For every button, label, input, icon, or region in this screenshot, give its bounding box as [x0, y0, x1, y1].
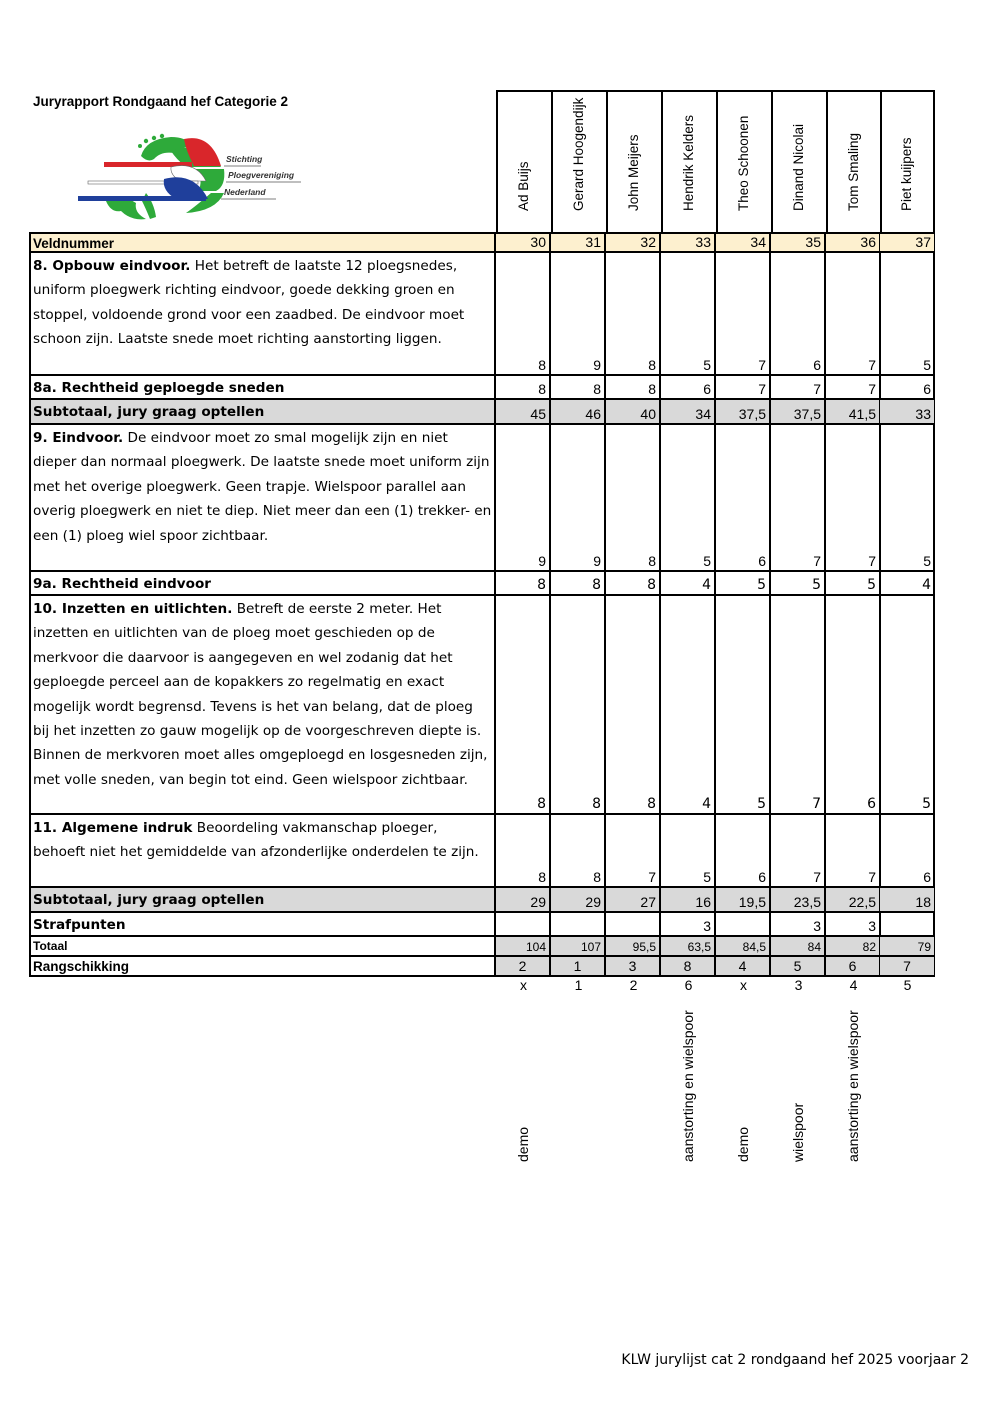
- score-cell[interactable]: 5: [923, 553, 931, 569]
- competitor-column-hendrik-kelders: [661, 90, 716, 232]
- score-cell[interactable]: 30: [496, 234, 551, 251]
- score-cell[interactable]: 7: [771, 596, 826, 813]
- score-cell[interactable]: 8: [496, 572, 551, 594]
- score-cell[interactable]: 8: [606, 596, 661, 813]
- score-cell[interactable]: 84,5: [716, 937, 771, 955]
- criterion-description: De eindvoor moet zo smal mogelijk zijn en niet dieper dan normaal ploegwerk. De laatste snede moet uniform zijn met het overige ploegwerk. Geen trapje. Wielspoor parallel aan overig ploegwerk en niet te diep. Niet meer dan een (1) trekker- en een (1) ploeg wiel spoor zichtbaar.: [33, 430, 492, 544]
- table-row-rangschikking: [29, 955, 935, 977]
- score-cell[interactable]: 4: [922, 577, 931, 593]
- score-cell[interactable]: 3: [826, 913, 881, 935]
- logo-text-3: Nederland: [224, 187, 266, 197]
- ranking-mark: 6: [684, 977, 693, 993]
- footer-text: KLW jurylijst cat 2 rondgaand hef 2025 voorjaar 2: [621, 1352, 969, 1368]
- penalty-note: demo: [515, 1126, 531, 1162]
- score-cell[interactable]: 5: [716, 596, 771, 813]
- score-cell[interactable]: 2: [496, 957, 551, 975]
- row-label: [31, 596, 496, 813]
- score-cell[interactable]: 18: [880, 888, 934, 911]
- score-cell[interactable]: 37,5: [716, 400, 771, 423]
- score-cell[interactable]: 33: [880, 400, 934, 423]
- score-cell[interactable]: 8: [551, 376, 606, 398]
- competitor-column-piet-kuijpers: [880, 90, 935, 232]
- table-row-totaal: [29, 935, 935, 955]
- ranking-mark: 5: [903, 977, 912, 993]
- competitor-column-tom-smaling: [826, 90, 881, 232]
- competitor-name: Theo Schoonen: [735, 115, 751, 211]
- competitor-name: Gerard Hoogendijk: [570, 97, 586, 211]
- score-cell[interactable]: 4: [661, 596, 716, 813]
- score-cell[interactable]: 7: [771, 815, 826, 886]
- score-cell[interactable]: 6: [716, 815, 771, 886]
- score-cell[interactable]: 7: [716, 253, 771, 374]
- score-cell[interactable]: 7: [826, 425, 881, 570]
- criterion-description: Beoordeling vakmanschap ploeger, behoeft niet het gemiddelde van afzonderlijke onderdelen te zijn.: [33, 820, 479, 861]
- score-cell[interactable]: 5: [661, 425, 716, 570]
- competitor-name: Dinand Nicolai: [790, 123, 806, 211]
- score-cell[interactable]: 8: [606, 572, 661, 594]
- ranking-mark: x: [520, 977, 527, 993]
- score-cell[interactable]: 3: [771, 913, 826, 935]
- penalty-note: aanstorting en wielspoor: [845, 1010, 861, 1162]
- score-cell[interactable]: 5: [923, 357, 931, 373]
- score-cell[interactable]: 7: [826, 815, 881, 886]
- score-cell[interactable]: 7: [606, 815, 661, 886]
- score-cell[interactable]: 22,5: [826, 888, 881, 911]
- criterion-title: 10. Inzetten en uitlichten.: [33, 601, 233, 617]
- score-cell[interactable]: 4: [661, 572, 716, 594]
- score-cell[interactable]: 84: [771, 937, 826, 955]
- score-cell[interactable]: 34: [661, 400, 716, 423]
- score-cell[interactable]: 5: [771, 957, 826, 975]
- criterion-title: 8. Opbouw eindvoor.: [33, 258, 191, 274]
- score-cell[interactable]: 31: [551, 234, 606, 251]
- competitor-column-theo-schoonen: [716, 90, 771, 232]
- competitor-name: Hendrik Kelders: [680, 114, 696, 211]
- competitor-name: Tom Smaling: [845, 132, 861, 211]
- table-row-sub1: [29, 398, 935, 423]
- score-cell[interactable]: 7: [771, 376, 826, 398]
- score-cell[interactable]: 8: [606, 376, 661, 398]
- score-cell[interactable]: 5: [661, 253, 716, 374]
- table-row-r11: [29, 813, 935, 886]
- competitor-name: John Meijers: [625, 134, 641, 211]
- score-cell[interactable]: 82: [826, 937, 881, 955]
- score-cell[interactable]: 16: [661, 888, 716, 911]
- competitor-name: Ad Buijs: [515, 161, 531, 211]
- score-cell[interactable]: 36: [826, 234, 881, 251]
- score-cell[interactable]: [606, 913, 661, 935]
- penalty-note: demo: [735, 1126, 751, 1162]
- score-cell[interactable]: 9: [551, 425, 606, 570]
- score-cell[interactable]: 107: [551, 937, 606, 955]
- score-cell[interactable]: 40: [606, 400, 661, 423]
- score-cell[interactable]: 41,5: [826, 400, 881, 423]
- table-row-r10: [29, 594, 935, 813]
- score-cell[interactable]: 8: [496, 815, 551, 886]
- competitor-column-john-meijers: [606, 90, 661, 232]
- row-label: [31, 425, 496, 570]
- logo-text-1: Stichting: [226, 154, 263, 164]
- score-cell[interactable]: 9: [551, 253, 606, 374]
- score-cell[interactable]: 8: [551, 572, 606, 594]
- score-cell[interactable]: [880, 913, 934, 935]
- score-cell[interactable]: 3: [661, 913, 716, 935]
- score-cell[interactable]: 8: [496, 376, 551, 398]
- score-cell[interactable]: 1: [551, 957, 606, 975]
- ranking-mark: 3: [794, 977, 803, 993]
- score-cell[interactable]: 34: [716, 234, 771, 251]
- penalty-note: aanstorting en wielspoor: [680, 1010, 696, 1162]
- score-cell[interactable]: 45: [496, 400, 551, 423]
- score-cell[interactable]: 19,5: [716, 888, 771, 911]
- score-cell[interactable]: 23,5: [771, 888, 826, 911]
- table-row-veldnummer: [29, 232, 935, 251]
- score-cell[interactable]: 8: [496, 253, 551, 374]
- score-cell[interactable]: 3: [606, 957, 661, 975]
- score-cell[interactable]: 7: [771, 425, 826, 570]
- score-cell[interactable]: 7: [880, 957, 934, 975]
- score-cell[interactable]: 8: [496, 596, 551, 813]
- table-row-sub2: [29, 886, 935, 911]
- score-cell[interactable]: 7: [826, 253, 881, 374]
- score-cell[interactable]: 5: [716, 572, 771, 594]
- score-cell[interactable]: [551, 913, 606, 935]
- score-cell[interactable]: [716, 913, 771, 935]
- row-label: Subtotaal, jury graag optellen: [31, 400, 496, 423]
- row-label: 8a. Rechtheid geploegde sneden: [31, 376, 496, 398]
- score-cell[interactable]: 6: [771, 253, 826, 374]
- score-cell[interactable]: 37: [880, 234, 934, 251]
- score-cell[interactable]: 5: [771, 572, 826, 594]
- penalty-note: wielspoor: [790, 1102, 806, 1162]
- score-cell[interactable]: 5: [826, 572, 881, 594]
- score-cell[interactable]: 8: [661, 957, 716, 975]
- score-cell[interactable]: 7: [826, 376, 881, 398]
- row-label: 9a. Rechtheid eindvoor: [31, 572, 496, 594]
- table-row-r8: [29, 251, 935, 374]
- criterion-title: 9. Eindvoor.: [33, 430, 124, 446]
- competitor-name: Piet kuijpers: [898, 137, 914, 211]
- row-label: Strafpunten: [31, 913, 496, 935]
- score-cell[interactable]: 46: [551, 400, 606, 423]
- score-cell[interactable]: 6: [826, 596, 881, 813]
- table-row-r8a: [29, 374, 935, 398]
- score-cell[interactable]: 6: [923, 869, 931, 885]
- ranking-mark: 4: [849, 977, 858, 993]
- score-cell[interactable]: 32: [606, 234, 661, 251]
- score-cell[interactable]: 8: [551, 815, 606, 886]
- score-cell[interactable]: 9: [496, 425, 551, 570]
- score-cell[interactable]: 6: [923, 381, 931, 397]
- competitor-column-gerard-hoogendijk: [551, 90, 606, 232]
- score-cell[interactable]: 63,5: [661, 937, 716, 955]
- score-cell[interactable]: 5: [922, 796, 931, 812]
- competitor-column-ad-buijs: [496, 90, 551, 232]
- logo-text-2: Ploegvereniging: [228, 170, 295, 180]
- logo-icon: [76, 131, 306, 223]
- score-cell[interactable]: 27: [606, 888, 661, 911]
- table-row-r9a: [29, 570, 935, 594]
- score-cell[interactable]: 8: [606, 253, 661, 374]
- criterion-description: Het betreft de laatste 12 ploegsnedes, uniform ploegwerk richting eindvoor, goede dekking groen en stoppel, voldoende grond voor een zaadbed. De eindvoor moet schoon zijn. Laatste snede moet richting aanstorting liggen.: [33, 258, 465, 348]
- score-cell[interactable]: 6: [826, 957, 881, 975]
- row-label: Totaal: [31, 937, 496, 955]
- row-label: Rangschikking: [31, 957, 496, 975]
- score-cell[interactable]: [496, 913, 551, 935]
- report-title: Juryrapport Rondgaand hef Categorie 2: [33, 94, 289, 109]
- row-label: Subtotaal, jury graag optellen: [31, 888, 496, 911]
- competitor-column-dinand-nicolai: [771, 90, 826, 232]
- ranking-mark: x: [740, 977, 747, 993]
- score-cell[interactable]: 6: [716, 425, 771, 570]
- row-label: [31, 253, 496, 374]
- score-cell[interactable]: 8: [606, 425, 661, 570]
- score-cell[interactable]: 5: [661, 815, 716, 886]
- row-label: [31, 815, 496, 886]
- ranking-mark: 2: [629, 977, 638, 993]
- score-cell[interactable]: 4: [716, 957, 771, 975]
- score-cell[interactable]: 104: [496, 937, 551, 955]
- score-cell[interactable]: 79: [880, 937, 934, 955]
- score-cell[interactable]: 29: [551, 888, 606, 911]
- criterion-description: Betreft de eerste 2 meter. Het inzetten en uitlichten van de ploeg moet geschieden op de merkvoor die daarvoor is aangegeven en wel zodanig dat het geploegde perceel aan de kopakkers zo regelmatig en exact mogelijk wordt begrensd. Tevens is het van belang, dat de ploeg bij het inzetten zo gauw mogelijk op de voorgeschreven diepte is. Binnen de merkvoren moet alles omgeploegd en losgesneden zijn, met volle sneden, van begin tot eind. Geen wielspoor zichtbaar.: [33, 601, 488, 788]
- score-cell[interactable]: 8: [551, 596, 606, 813]
- score-cell[interactable]: 35: [771, 234, 826, 251]
- score-cell[interactable]: 37,5: [771, 400, 826, 423]
- ranking-mark: 1: [574, 977, 583, 993]
- table-row-r9: [29, 423, 935, 570]
- score-cell[interactable]: 95,5: [606, 937, 661, 955]
- score-cell[interactable]: 33: [661, 234, 716, 251]
- row-label: Veldnummer: [31, 234, 496, 251]
- score-cell[interactable]: 7: [716, 376, 771, 398]
- criterion-title: 11. Algemene indruk: [33, 820, 193, 836]
- score-cell[interactable]: 29: [496, 888, 551, 911]
- table-row-strafpunten: [29, 911, 935, 935]
- score-cell[interactable]: 6: [661, 376, 716, 398]
